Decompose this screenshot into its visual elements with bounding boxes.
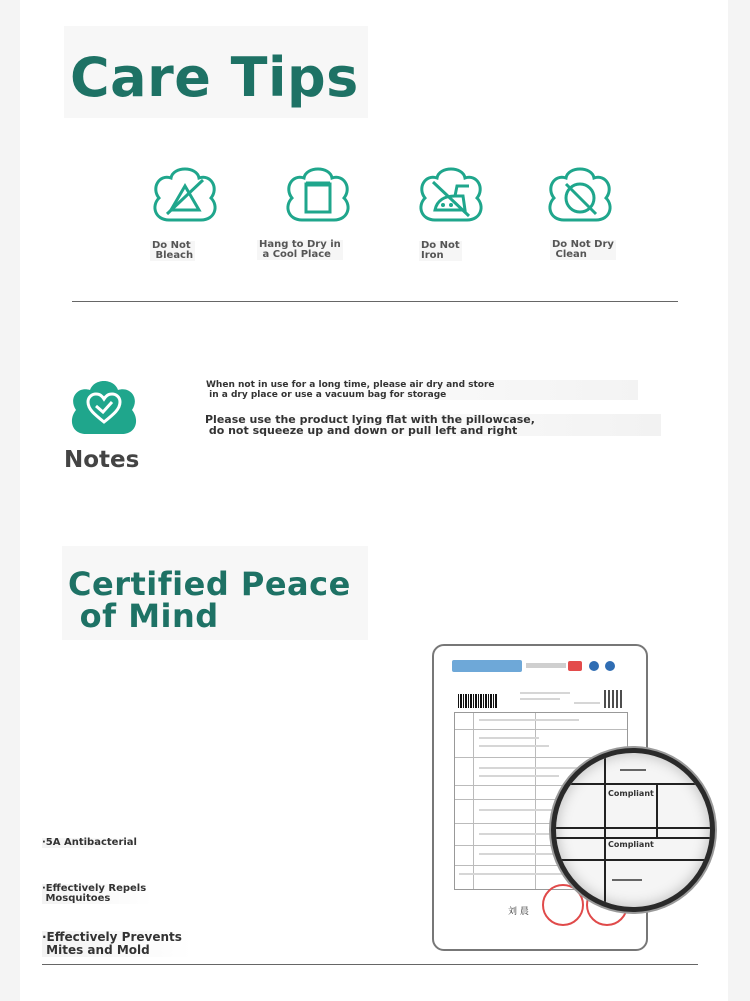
certified-title-line-1: Certified Peace [68, 565, 351, 603]
feature-repels-mosquitoes: ·Effectively Repels Mosquitoes [42, 884, 152, 904]
certification-marks-icon [568, 660, 624, 672]
care-label-no-bleach: Do Not Bleach [152, 240, 194, 261]
lens-text-line [612, 879, 642, 881]
compliant-label: Compliant [608, 789, 654, 798]
compliant-label: Compliant [608, 840, 654, 849]
report-logo [452, 660, 522, 672]
care-label-no-iron: Do Not Iron [421, 240, 460, 261]
report-table-text [479, 767, 579, 769]
report-title-line [520, 692, 570, 694]
report-number-line [574, 702, 600, 704]
note-storage: When not in use for a long time, please air dry and store in a dry place or use a vacuum bag for storage [206, 380, 638, 400]
lens-table-rule [556, 827, 715, 829]
page-edge-left [0, 0, 20, 1001]
lens-table-rule [556, 859, 715, 861]
note-usage: Please use the product lying flat with the pillowcase, do not squeeze up and down or pull left and right [205, 414, 661, 436]
notes-label: Notes [64, 447, 140, 473]
report-table-text [479, 775, 559, 777]
no-bleach-icon [149, 162, 221, 228]
care-tips-title: Care Tips [70, 46, 359, 109]
barcode-icon [458, 694, 498, 708]
lens-text-line [620, 769, 646, 771]
bottom-divider [42, 964, 698, 965]
feature-prevents-mites: ·Effectively Prevents Mites and Mold [42, 931, 192, 957]
report-title-line [520, 698, 560, 700]
certified-title-line-2: of Mind [68, 597, 219, 635]
feature-antibacterial: ·5A Antibacterial [42, 838, 142, 848]
report-table-text [479, 745, 549, 747]
no-iron-icon [415, 162, 487, 228]
hang-dry-icon [282, 162, 354, 228]
page-edge-right [728, 0, 750, 1001]
heart-shield-icon [66, 376, 142, 440]
lens-table-rule [604, 753, 606, 912]
lens-table-rule [556, 837, 715, 839]
report-table-rule [455, 729, 627, 730]
care-label-no-dry-clean: Do Not Dry Clean [552, 239, 614, 260]
certified-title [68, 565, 351, 635]
report-signature: 刘 晨 [508, 907, 529, 917]
care-label-hang-dry: Hang to Dry in a Cool Place [259, 239, 341, 260]
lens-table-rule [556, 783, 715, 785]
report-header-text [526, 663, 566, 668]
report-table-text [479, 719, 579, 721]
section-divider [72, 301, 678, 302]
magnifier-lens [551, 748, 715, 912]
no-dry-clean-icon [544, 162, 616, 228]
report-table-rule [535, 713, 536, 889]
report-table-text [459, 873, 579, 875]
report-table-rule [473, 713, 474, 889]
report-table-text [479, 737, 539, 739]
lens-table-rule [656, 783, 658, 837]
qr-code-icon [604, 690, 622, 708]
